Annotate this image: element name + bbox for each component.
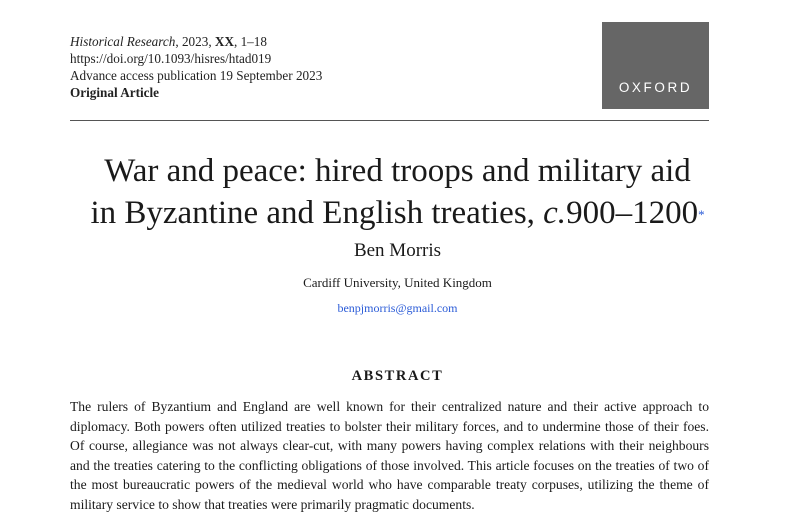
article-metadata bbox=[70, 33, 322, 101]
abstract-body bbox=[70, 397, 709, 514]
page-range: , 1–18 bbox=[233, 34, 267, 49]
abstract-paragraph: The rulers of Byzantium and England are well known for their centralized nature and their active approach to diplomacy. Both powers often utilized treaties to bolster their military forces, and to undermine those of their foes. Of course, allegiance was not always clear-cut, with many powers having complex relations with their neighbours and the treaties catering to the conflicting obligations of those involved. This article focuses on the treaties of two of the most bureaucratic powers of the medieval world who have comparable treaty corpuses, utilizing the theme of military service to show that treaties were primarily pragmatic documents. bbox=[70, 399, 709, 512]
title-line-1: War and peace: hired troops and military aid bbox=[104, 153, 691, 189]
journal-name: Historical Research bbox=[70, 34, 176, 49]
author-email-link[interactable]: benpjmorris@gmail.com bbox=[337, 301, 458, 315]
header-divider bbox=[70, 120, 709, 121]
title-footnote-link[interactable]: * bbox=[698, 207, 705, 222]
oxford-logo-text: OXFORD bbox=[618, 80, 693, 95]
volume-number: XX bbox=[214, 34, 234, 49]
oxford-logo bbox=[602, 22, 709, 109]
title-line-2 bbox=[40, 192, 755, 234]
author-name: Ben Morris bbox=[353, 240, 442, 261]
article-title bbox=[40, 150, 755, 234]
article-type: Original Article bbox=[70, 85, 159, 100]
citation-line bbox=[70, 33, 322, 50]
title-line-2-text: in Byzantine and English treaties, bbox=[90, 195, 544, 231]
author-affiliation: Cardiff University, United Kingdom bbox=[303, 275, 492, 290]
title-circa: c. bbox=[543, 195, 567, 231]
abstract-heading: ABSTRACT bbox=[351, 368, 444, 384]
doi-link[interactable]: https://doi.org/10.1093/hisres/htad019 bbox=[70, 51, 272, 66]
title-date-range: 900–1200 bbox=[566, 195, 699, 231]
advance-access-date: Advance access publication 19 September 2023 bbox=[70, 68, 323, 83]
citation-year: , 2023, bbox=[175, 34, 215, 49]
